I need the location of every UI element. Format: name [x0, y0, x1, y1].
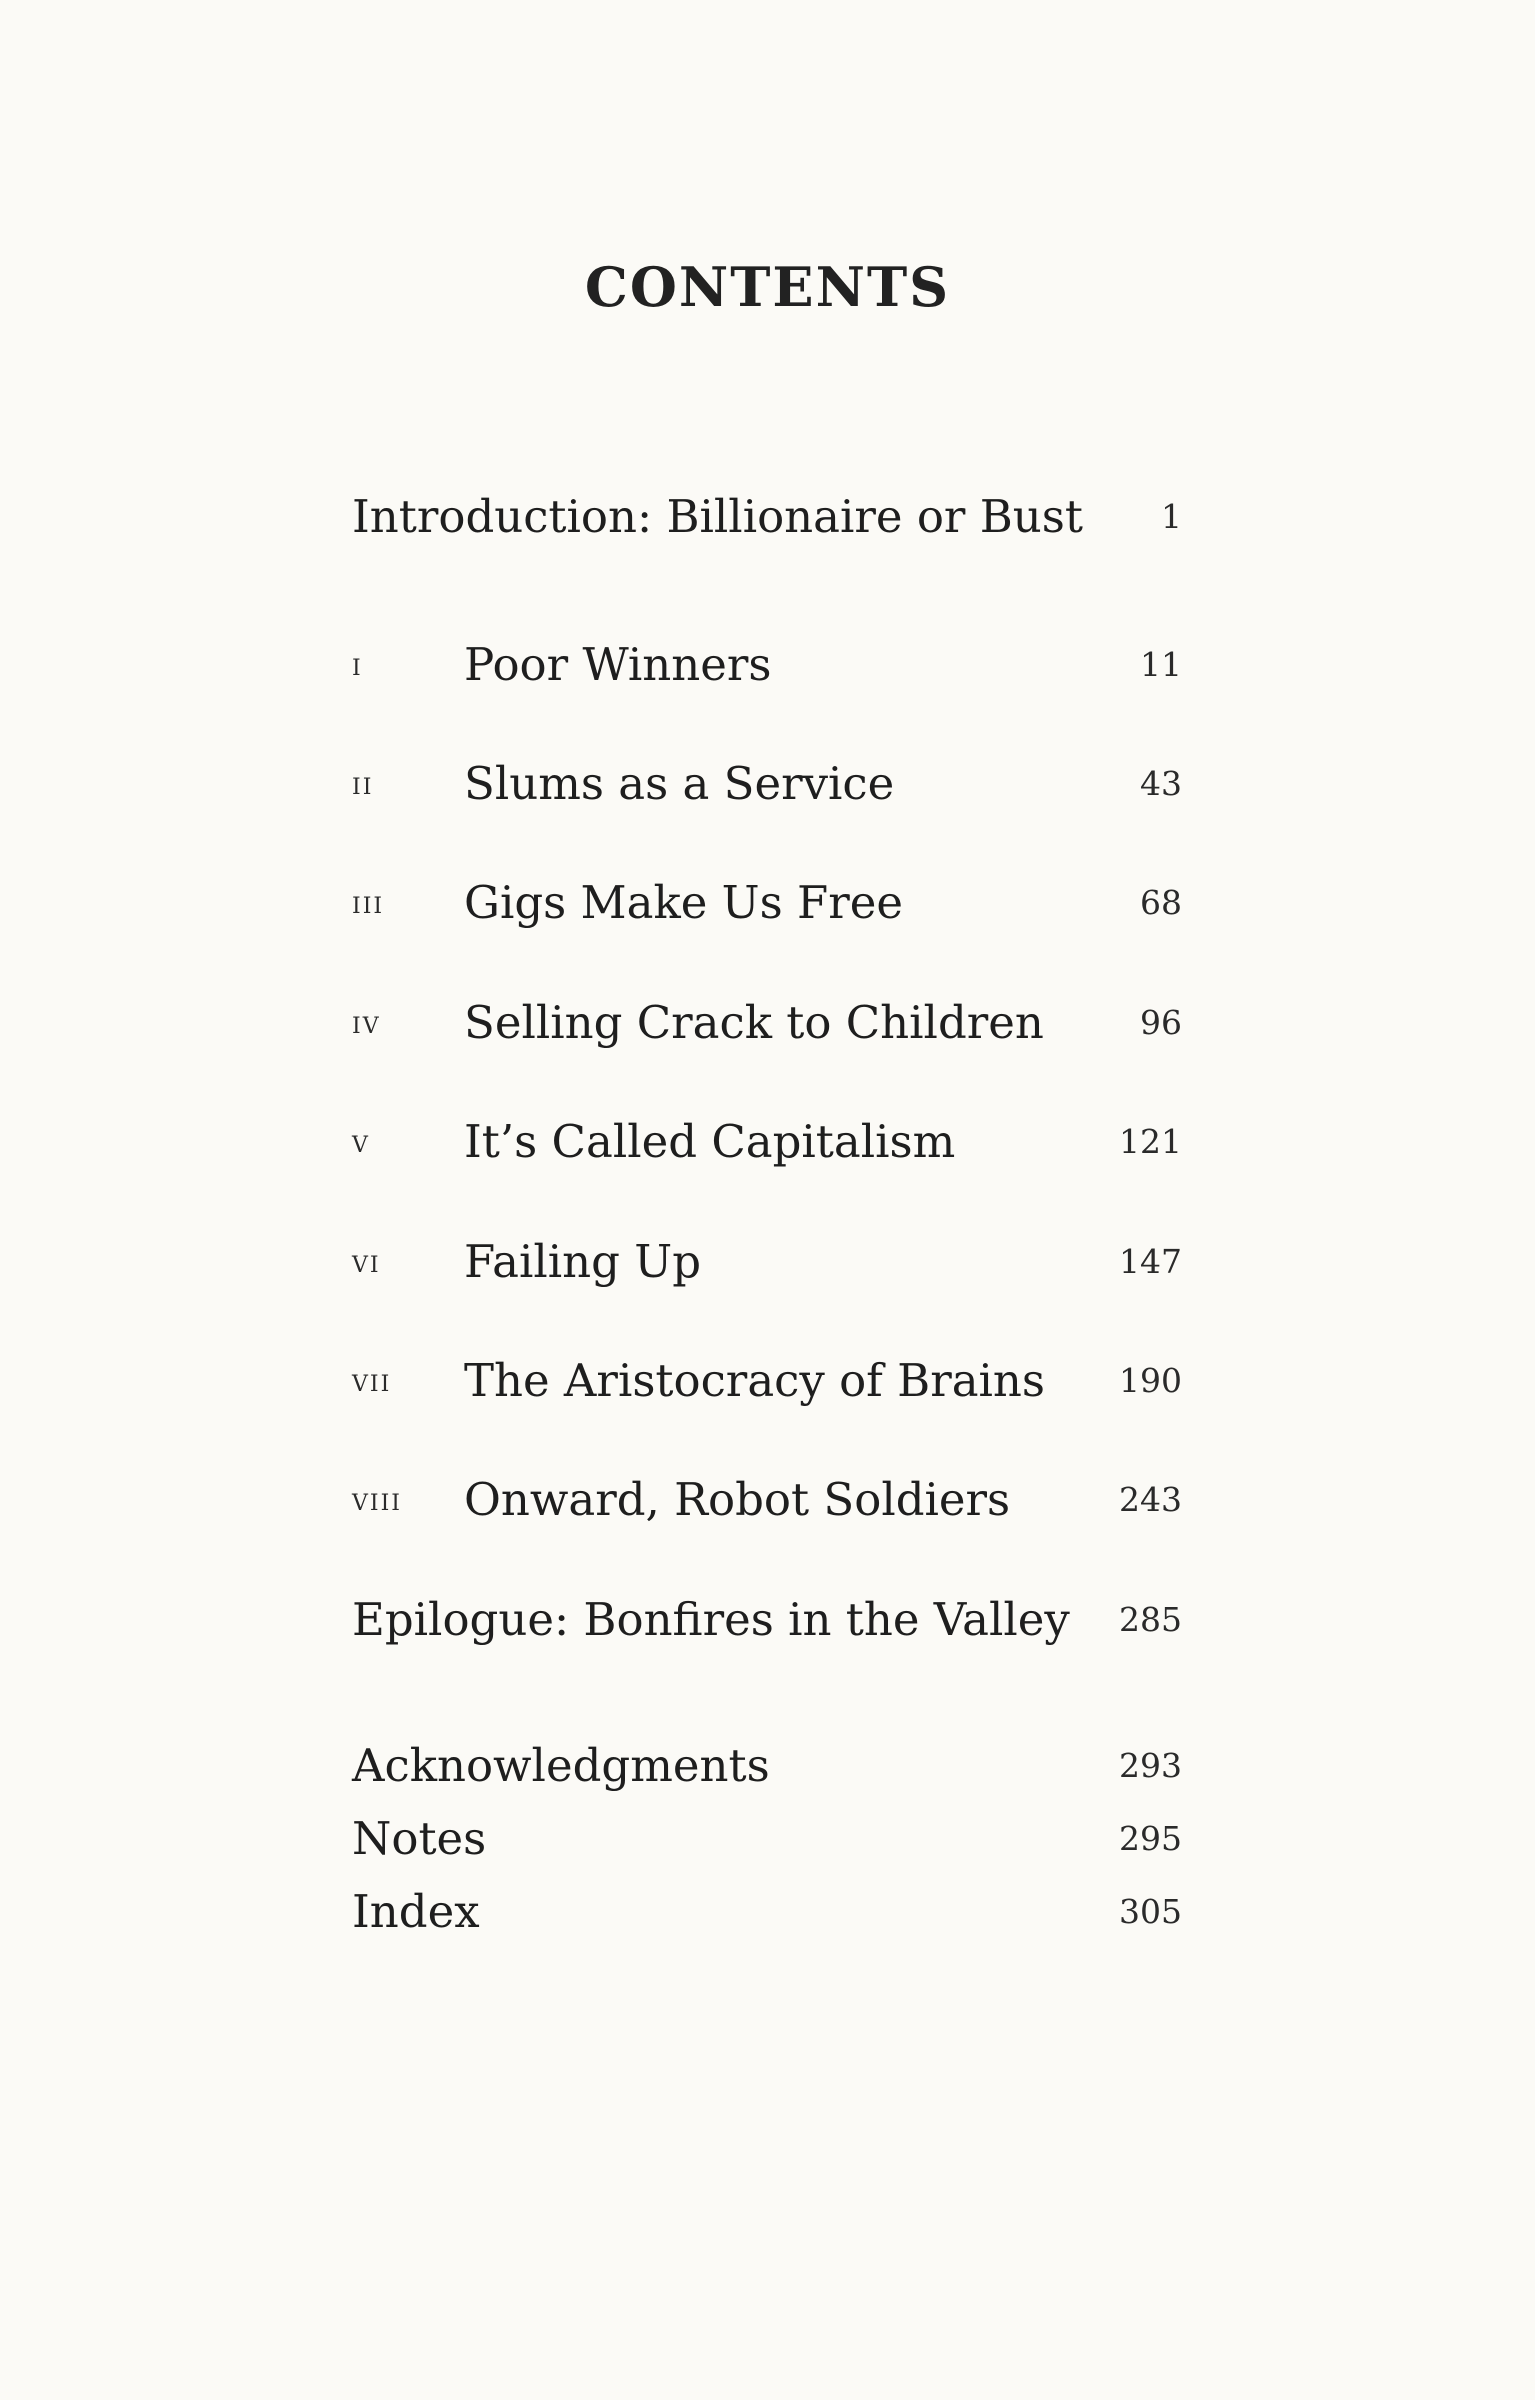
- toc-entry-chapter-7: [352, 1351, 1182, 1411]
- toc-entry-notes: [352, 1809, 1182, 1869]
- entry-page-number: 1: [1161, 497, 1182, 536]
- toc-entry-acknowledgments: [352, 1736, 1182, 1796]
- entry-label: Index: [352, 1885, 480, 1938]
- entry-page-number: 147: [1119, 1242, 1182, 1281]
- entry-page-number: 243: [1119, 1480, 1182, 1519]
- entry-label: Failing Up: [464, 1235, 701, 1288]
- toc-entry-chapter-1: [352, 635, 1182, 695]
- entry-page-number: 295: [1119, 1819, 1182, 1858]
- entry-page-number: 121: [1119, 1122, 1182, 1161]
- chapter-number: iv: [352, 1005, 381, 1041]
- entry-label: It’s Called Capitalism: [464, 1115, 956, 1168]
- entry-label: Epilogue: Bonfires in the Valley: [352, 1593, 1070, 1646]
- entry-page-number: 285: [1119, 1600, 1182, 1639]
- chapter-number: viii: [352, 1482, 402, 1518]
- toc-entry-epilogue: [352, 1590, 1182, 1650]
- chapter-number: ii: [352, 766, 374, 802]
- entry-label: The Aristocracy of Brains: [464, 1354, 1046, 1407]
- toc-entry-introduction: [352, 487, 1182, 547]
- chapter-number: vi: [352, 1244, 381, 1280]
- toc-entry-chapter-6: [352, 1232, 1182, 1292]
- toc-entry-chapter-4: [352, 993, 1182, 1053]
- entry-label: Selling Crack to Children: [464, 996, 1044, 1049]
- entry-label: Acknowledgments: [352, 1739, 770, 1792]
- entry-label: Notes: [352, 1812, 487, 1865]
- entry-page-number: 43: [1140, 764, 1182, 803]
- entry-page-number: 190: [1119, 1361, 1182, 1400]
- toc-entry-chapter-5: [352, 1112, 1182, 1172]
- entry-label: Slums as a Service: [464, 757, 895, 810]
- entry-page-number: 68: [1140, 883, 1182, 922]
- entry-page-number: 11: [1140, 645, 1182, 684]
- chapter-number: vii: [352, 1363, 392, 1399]
- toc-entry-chapter-8: [352, 1470, 1182, 1530]
- entry-label: Poor Winners: [464, 638, 772, 691]
- entry-page-number: 305: [1119, 1892, 1182, 1931]
- entry-label: Gigs Make Us Free: [464, 876, 903, 929]
- toc-entry-chapter-3: [352, 873, 1182, 933]
- chapter-number: iii: [352, 885, 385, 921]
- chapter-number: i: [352, 647, 363, 683]
- toc-entry-index: [352, 1882, 1182, 1942]
- entry-label: Introduction: Billionaire or Bust: [352, 490, 1083, 543]
- entry-page-number: 293: [1119, 1746, 1182, 1785]
- page-title: CONTENTS: [584, 255, 951, 319]
- entry-page-number: 96: [1140, 1003, 1182, 1042]
- chapter-number: v: [352, 1124, 370, 1160]
- entry-label: Onward, Robot Soldiers: [464, 1473, 1011, 1526]
- toc-entry-chapter-2: [352, 754, 1182, 814]
